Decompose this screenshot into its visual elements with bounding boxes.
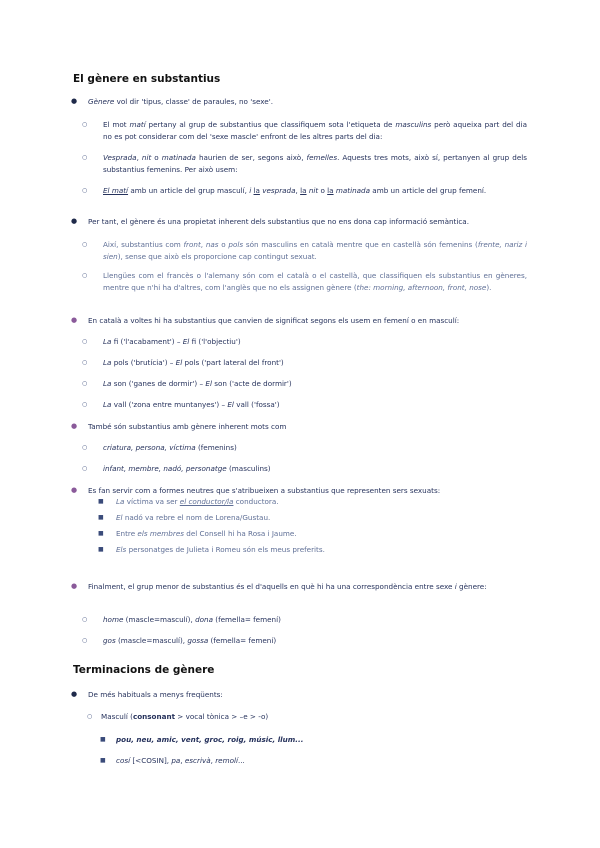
bullet-disc: ● [71,422,78,430]
para-vesprada: Vesprada, nit o matinada haurien de ser, segons això, femelles. Aquests tres mots, això sí, pertanyen al grup dels substantius femenins. Per això usem: [103,153,527,174]
para-per-tant: Per tant, el gènere és una propietat inherent dels substantius que no ens dona cap informació semàntica. [88,217,469,226]
list-item-examples: pou, neu, amic, vent, groc, roig, músic, llum... [116,735,304,744]
bullet-circle: ○ [82,121,88,128]
list-item: home (mascle=masculí), dona (femella= femení) [103,615,281,624]
bullet-disc: ● [71,486,78,494]
list-item: Els personatges de Julieta i Romeu són els meus preferits. [116,545,325,554]
bullet-disc: ● [71,316,78,324]
para-genere-meaning: Gènere vol dir 'tipus, classe' de paraules, no 'sexe'. [88,97,273,106]
list-item: gos (mascle=masculí), gossa (femella= femení) [103,636,277,645]
bullet-square: ■ [100,736,106,743]
bullet-disc: ● [71,97,78,105]
bullet-circle: ○ [82,637,88,644]
bullet-circle: ○ [82,359,88,366]
bullet-square: ■ [98,498,104,505]
para-habituals: De més habituals a menys freqüents: [88,690,223,699]
bullet-circle: ○ [82,154,88,161]
para-canvi-significat: En català a voltes hi ha substantius que canvien de significat segons els usem en femení o en masculí: [88,316,460,325]
para-aixi: Així, substantius com front, nas o pols són masculins en català mentre que en castellà són femenins (frente, nariz i sien), sense que això els proporcione cap contingut sexuat. [103,240,527,261]
bullet-square: ■ [98,530,104,537]
para-mati: El mot matí pertany al grup de substantius que classifiquem sota l'etiqueta de masculins però aqueixa part del dia no es pot considerar com del 'sexe mascle' enfront de les altres parts del dia: [103,120,527,141]
list-item: La son ('ganes de dormir') – El son ('acte de dormir') [103,379,292,388]
list-item: El nadó va rebre el nom de Lorena/Gustau. [116,513,271,522]
bullet-circle: ○ [87,713,93,720]
bullet-disc: ● [71,690,78,698]
bullet-disc: ● [71,217,78,225]
bullet-square: ■ [98,514,104,521]
bullet-square: ■ [98,546,104,553]
list-item: La víctima va ser el conductor/la conductora. [116,497,279,506]
para-genere-inherent: També són substantius amb gènere inherent mots com [88,422,287,431]
list-item: Entre els membres del Consell hi ha Rosa i Jaume. [116,529,297,538]
bullet-circle: ○ [82,401,88,408]
list-item: La fi ('l'acabament') – El fi ('l'objectiu') [103,337,241,346]
bullet-circle: ○ [82,444,88,451]
para-finalment: Finalment, el grup menor de substantius és el d'aquells en què hi ha una correspondència entre sexe i gènere: [88,582,487,591]
bullet-circle: ○ [82,616,88,623]
bullet-circle: ○ [82,241,88,248]
para-llengues: Llengües com el francès o l'alemany són com el català o el castellà, que classifiquen els substantius en gèneres, mentre que n'hi ha d'altres, com l'anglès que no els assignen gènere (the: morning, afternoon, front, nose). [103,271,527,292]
list-item: infant, membre, nadó, personatge (masculins) [103,464,271,473]
para-articles: El matí amb un article del grup masculí, i la vesprada, la nit o la matinada amb un article del grup femení. [103,186,487,195]
para-formes-neutres: Es fan servir com a formes neutres que s'atribueixen a substantius que representen sers sexuats: [88,486,441,495]
heading-gender-endings: Terminacions de gènere [73,664,215,676]
list-item: La pols ('brutícia') – El pols ('part lateral del front') [103,358,284,367]
heading-gender-nouns: El gènere en substantius [73,73,221,85]
bullet-circle: ○ [82,272,88,279]
bullet-disc: ● [71,582,78,590]
list-item-examples: cosí [<COSIN], pa, escrivà, remolí... [116,756,245,765]
bullet-circle: ○ [82,380,88,387]
bullet-square: ■ [100,757,106,764]
bullet-circle: ○ [82,187,88,194]
bullet-circle: ○ [82,465,88,472]
list-item: La vall ('zona entre muntanyes') – El vall ('fossa') [103,400,280,409]
list-item: criatura, persona, víctima (femenins) [103,443,237,452]
bullet-circle: ○ [82,338,88,345]
list-item-masculi: Masculí (consonant > vocal tònica > –e > -o) [101,712,269,721]
